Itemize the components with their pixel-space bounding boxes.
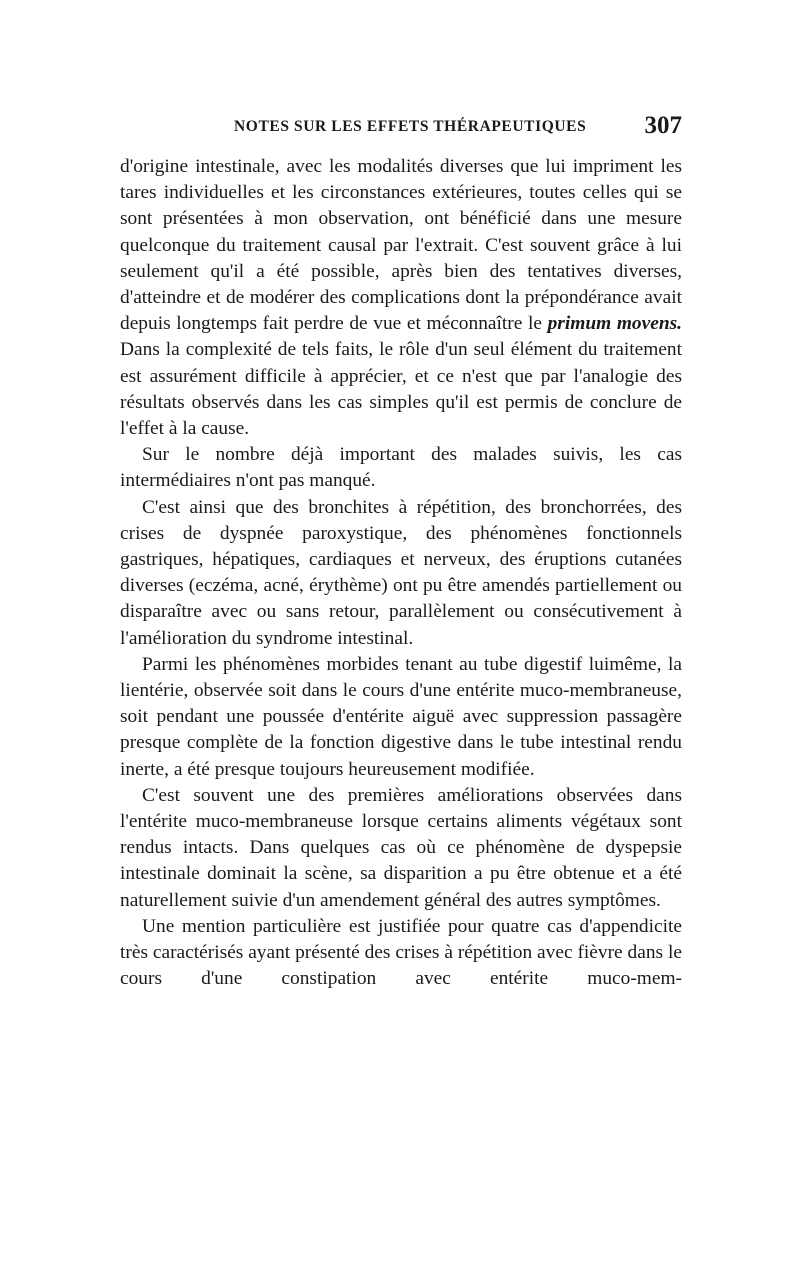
paragraph-continued — [120, 154, 682, 442]
body-text — [120, 154, 682, 993]
running-title: NOTES SUR LES EFFETS THÉRAPEUTIQUES — [234, 118, 587, 135]
paragraph: Parmi les phénomènes morbides tenant au tube digestif luimême, la lientérie, observée soit dans le cours d'une entérite muco-membraneuse, soit pendant une poussée d'entérite aiguë avec suppression passagère presque complète de la fonction digestive dans le tube intestinal rendu inerte, a été presque toujours heureusement modifiée. — [120, 653, 682, 780]
book-page — [120, 112, 682, 993]
latin-phrase: primum movens. — [547, 313, 682, 335]
paragraph-continues-next-page: Une mention particulière est justifiée pour quatre cas d'appendicite très caractérisés ayant présenté des crises à répétition avec fièvre dans le cours d'une constipation avec entérite muco-mem- — [120, 915, 682, 990]
paragraph: C'est ainsi que des bronchites à répétition, des bronchorrées, des crises de dyspnée paroxystique, des phénomènes fonctionnels gastriques, hépatiques, cardiaques et nerveux, des éruptions cutanées diverses (eczéma, acné, érythème) ont pu être amendés partiellement ou disparaître avec ou sans retour, parallèlement ou consécutivement à l'amélioration du syndrome intestinal. — [120, 496, 682, 649]
running-header — [120, 112, 682, 144]
page-number: 307 — [644, 112, 682, 139]
paragraph-text: d'origine intestinale, avec les modalités diverses que lui impriment les tares individuelles et les circonstances extérieures, toutes celles qui se sont présentées à mon observation, ont bénéficié dans une mesure quelconque du traitement causal par l'extrait. C'est souvent grâce à lui seulement qu'il a été possible, après bien des tentatives diverses, d'atteindre et de modérer des complications dont la prépondérance avait depuis longtemps fait perdre de vue et méconnaître le — [120, 156, 682, 335]
paragraph: Sur le nombre déjà important des malades suivis, les cas intermédiaires n'ont pas manqué. — [120, 444, 682, 492]
paragraph-text: Dans la complexité de tels faits, le rôle d'un seul élément du traitement est assurément difficile à apprécier, et ce n'est que par l'analogie des résultats observés dans les cas simples qu'il est permis de conclure de l'effet à la cause. — [120, 339, 682, 440]
paragraph: C'est souvent une des premières améliorations observées dans l'entérite muco-membraneuse lorsque certains aliments végétaux sont rendus intacts. Dans quelques cas où ce phénomène de dyspepsie intestinale dominait la scène, sa disparition a pu être obtenue et a été naturellement suivie d'un amendement général des autres symptômes. — [120, 784, 682, 911]
